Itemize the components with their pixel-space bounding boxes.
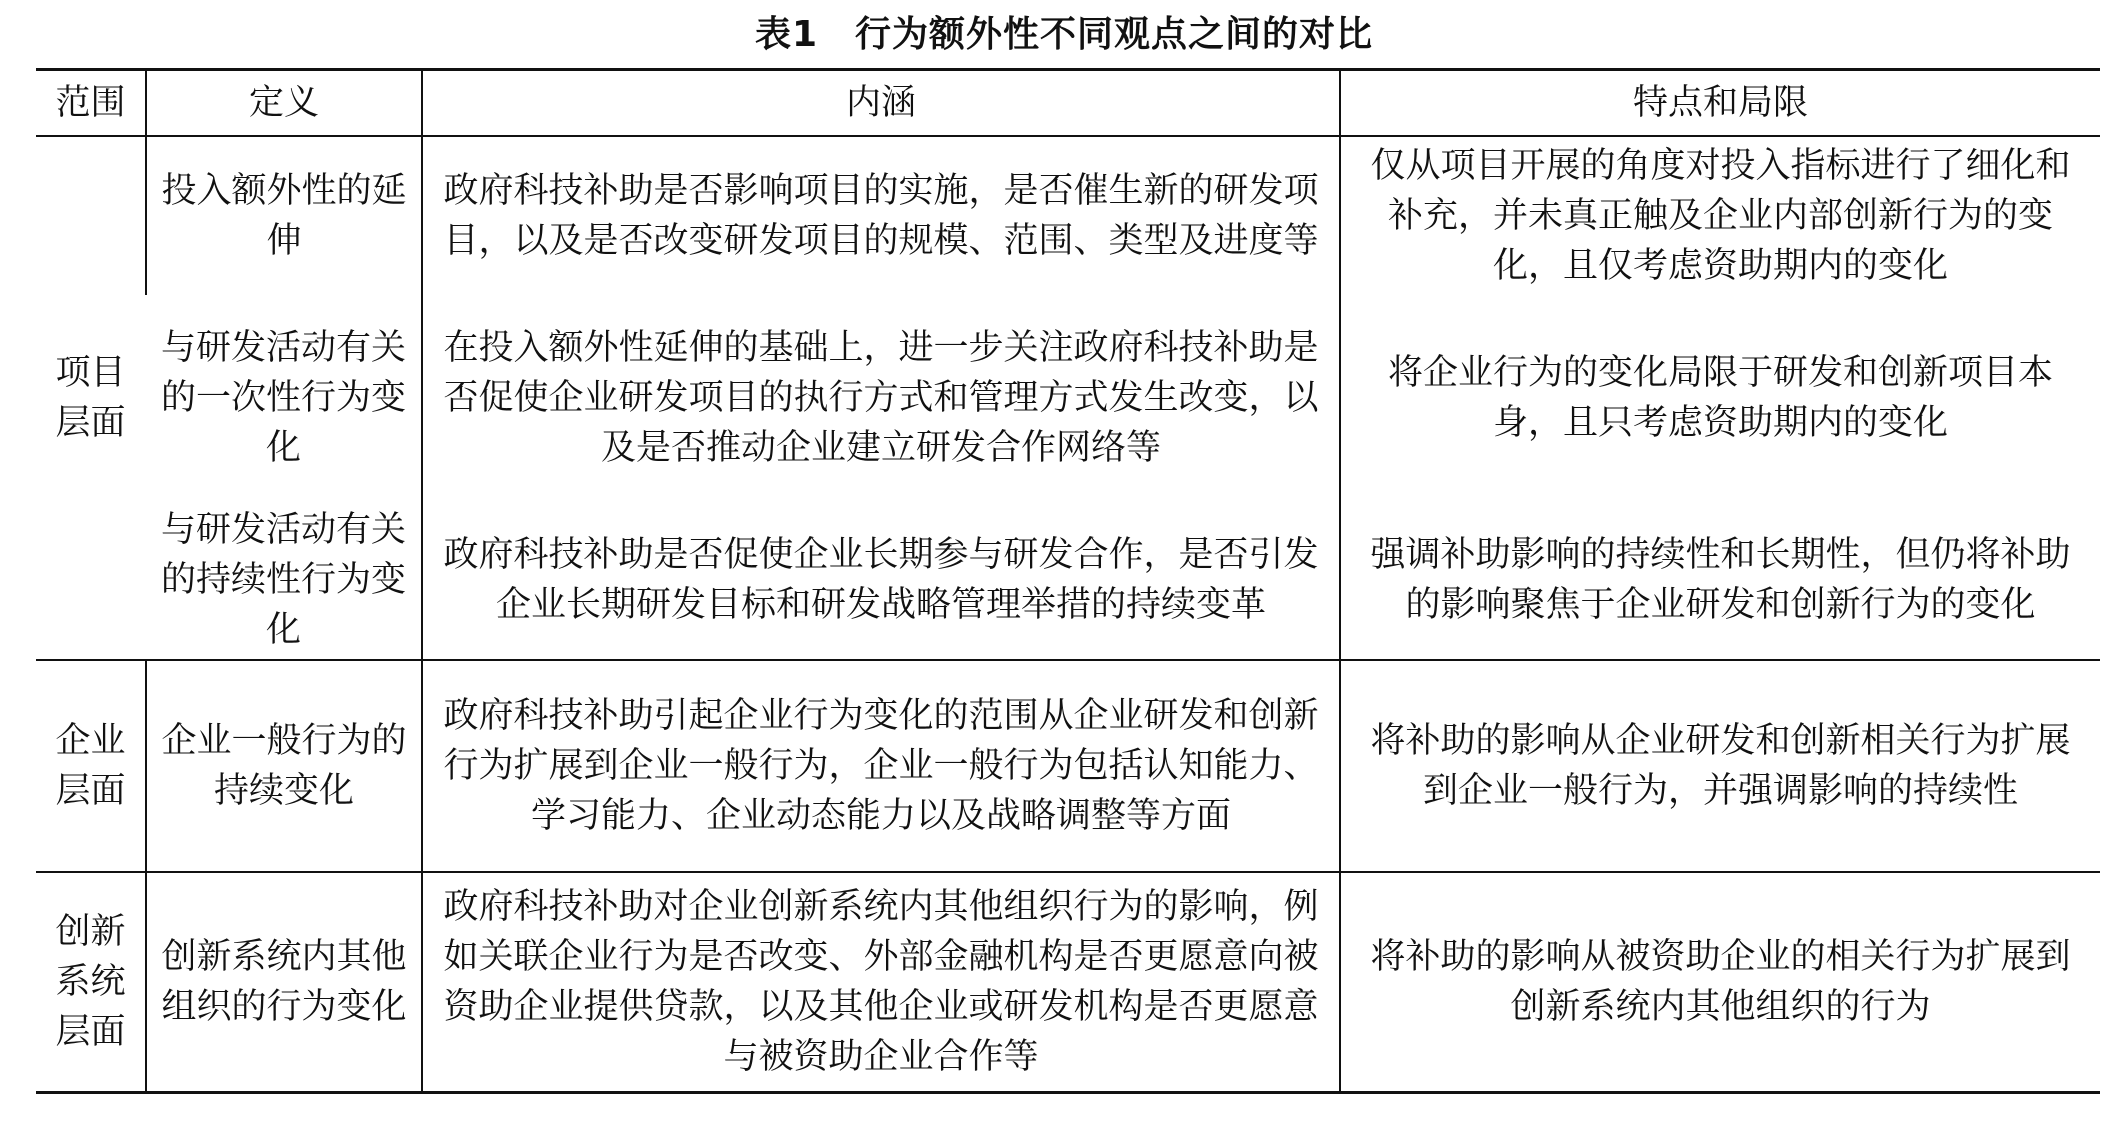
features-cell [1340, 872, 2100, 1092]
connotation-cell [422, 660, 1340, 872]
definition-text: 企业一般行为的持续变化 [161, 721, 407, 811]
definition-text: 投入额外性的延伸 [161, 171, 407, 261]
definition-cell [146, 660, 422, 872]
definition-cell [146, 136, 422, 295]
table-row [36, 872, 2100, 1092]
header-features: 特点和局限 [1340, 70, 2100, 137]
connotation-cell [422, 501, 1340, 660]
connotation-cell [422, 872, 1340, 1092]
features-cell [1340, 660, 2100, 872]
features-cell [1340, 136, 2100, 295]
connotation-text: 政府科技补助引起企业行为变化的范围从企业研发和创新行为扩展到企业一般行为，企业一般行为包括认知能力、学习能力、企业动态能力以及战略调整等方面 [443, 696, 1319, 836]
table-caption: 表1 行为额外性不同观点之间的对比 [754, 14, 1374, 55]
scope-enterprise: 企业层面 [36, 660, 146, 872]
definition-text: 创新系统内其他组织的行为变化 [161, 936, 407, 1027]
header-row [36, 70, 2100, 137]
connotation-cell [422, 136, 1340, 295]
features-cell [1340, 295, 2100, 501]
definition-text: 与研发活动有关的一次性行为变化 [160, 328, 406, 468]
header-definition: 定义 [146, 70, 422, 137]
connotation-cell [422, 295, 1340, 501]
table-row [36, 501, 2100, 660]
header-connotation: 内涵 [422, 70, 1340, 137]
definition-cell [146, 501, 422, 660]
scope-project: 项目层面 [36, 136, 146, 660]
features-cell [1340, 501, 2100, 660]
features-text: 仅从项目开展的角度对投入指标进行了细化和补充，并未真正触及企业内部创新行为的变化，且仅考虑资助期内的变化 [1370, 146, 2071, 286]
features-text: 强调补助影响的持续性和长期性，但仍将补助的影响聚焦于企业研发和创新行为的变化 [1370, 535, 2071, 625]
table-row [36, 136, 2100, 295]
scope-innovation-system: 创新系统层面 [55, 911, 126, 1052]
connotation-text: 在投入额外性延伸的基础上，进一步关注政府科技补助是否促使企业研发项目的执行方式和管理方式发生改变，以及是否推动企业建立研发合作网络等 [443, 328, 1319, 468]
connotation-text: 政府科技补助是否影响项目的实施，是否催生新的研发项目，以及是否改变研发项目的规模、范围、类型及进度等 [443, 171, 1319, 261]
features-text: 将补助的影响从被资助企业的相关行为扩展到创新系统内其他组织的行为 [1370, 936, 2071, 1027]
features-text: 将补助的影响从企业研发和创新相关行为扩展到企业一般行为，并强调影响的持续性 [1370, 721, 2071, 811]
definition-text: 与研发活动有关的持续性行为变化 [160, 510, 406, 650]
header-scope: 范围 [36, 70, 146, 137]
table-row [36, 295, 2100, 501]
connotation-text: 政府科技补助是否促使企业长期参与研发合作，是否引发企业长期研发目标和研发战略管理举措的持续变革 [443, 535, 1319, 625]
definition-cell [146, 872, 422, 1092]
features-text: 将企业行为的变化局限于研发和创新项目本身，且只考虑资助期内的变化 [1387, 353, 2053, 443]
table-row [36, 660, 2100, 872]
connotation-text: 政府科技补助对企业创新系统内其他组织行为的影响，例如关联企业行为是否改变、外部金融机构是否更愿意向被资助企业提供贷款，以及其他企业或研发机构是否更愿意与被资助企业合作等 [443, 886, 1319, 1077]
definition-cell [146, 295, 422, 501]
comparison-table [36, 68, 2100, 1094]
